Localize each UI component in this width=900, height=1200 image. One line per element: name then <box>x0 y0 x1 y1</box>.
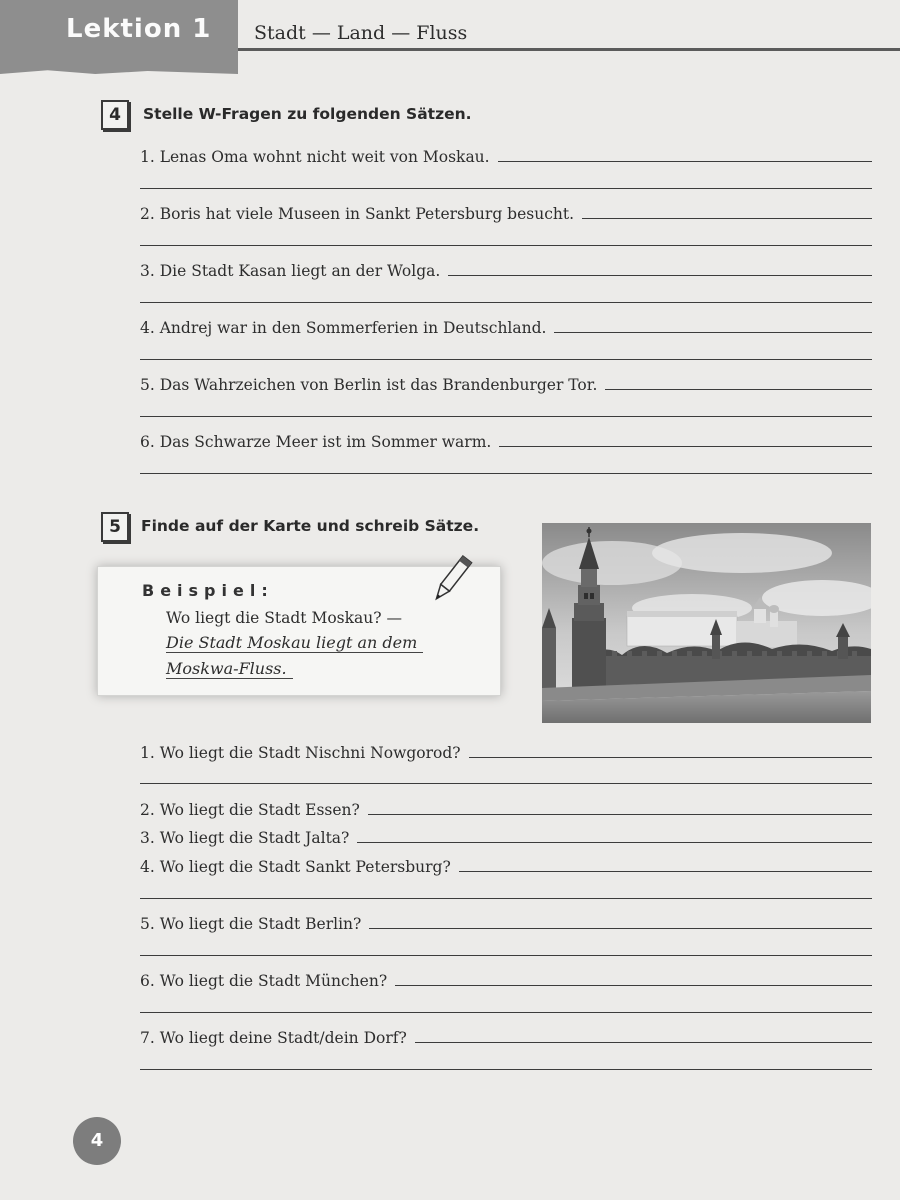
exercise-4-title: Stelle W-Fragen zu folgenden Sätzen. <box>143 105 472 123</box>
exercise-4-item <box>140 144 872 166</box>
exercise-4-item-text: 3. Die Stadt Kasan liegt an der Wolga. <box>140 262 441 280</box>
exercise-4-item-text: 2. Boris hat viele Museen in Sankt Petersburg besucht. <box>140 205 575 223</box>
exercise-4-item-text: 6. Das Schwarze Meer ist im Sommer warm. <box>140 433 492 451</box>
answer-line[interactable] <box>498 161 872 162</box>
answer-line[interactable] <box>582 218 872 219</box>
kremlin-photo <box>542 523 871 723</box>
lektion-label: Lektion 1 <box>66 14 212 44</box>
exercise-5-item-text: 3. Wo liegt die Stadt Jalta? <box>140 829 350 847</box>
example-answer-line-1: Die Stadt Moskau liegt an dem <box>166 633 423 653</box>
exercise-5-item <box>140 854 872 876</box>
exercise-4-item <box>140 372 872 394</box>
header-rule <box>238 48 900 51</box>
exercise-5-item-text: 5. Wo liegt die Stadt Berlin? <box>140 915 362 933</box>
answer-line[interactable] <box>469 757 872 758</box>
exercise-5-item-text: 7. Wo liegt deine Stadt/dein Dorf? <box>140 1029 407 1047</box>
exercise-4-item-text: 4. Andrej war in den Sommerferien in Deutschland. <box>140 319 547 337</box>
answer-line[interactable] <box>448 275 872 276</box>
exercise-5-item <box>140 825 872 847</box>
exercise-5-item <box>140 968 872 990</box>
answer-line[interactable] <box>140 416 872 417</box>
exercise-4-item <box>140 429 872 451</box>
answer-line[interactable] <box>415 1042 872 1043</box>
answer-line[interactable] <box>140 1012 872 1013</box>
answer-line[interactable] <box>368 814 872 815</box>
answer-line[interactable] <box>140 473 872 474</box>
answer-line[interactable] <box>140 898 872 899</box>
exercise-5-item <box>140 1025 872 1047</box>
exercise-5-item-text: 1. Wo liegt die Stadt Nischni Nowgorod? <box>140 744 461 762</box>
exercise-4-item <box>140 258 872 280</box>
exercise-5-item-text: 2. Wo liegt die Stadt Essen? <box>140 801 360 819</box>
answer-line[interactable] <box>140 1069 872 1070</box>
exercise-5-item-text: 6. Wo liegt die Stadt München? <box>140 972 388 990</box>
example-answer-line-2: Moskwa-Fluss. <box>166 659 293 679</box>
exercise-5-item-text: 4. Wo liegt die Stadt Sankt Petersburg? <box>140 858 451 876</box>
exercise-5-title: Finde auf der Karte und schreib Sätze. <box>141 517 480 535</box>
answer-line[interactable] <box>140 302 872 303</box>
answer-line[interactable] <box>605 389 872 390</box>
exercise-4-item-text: 5. Das Wahrzeichen von Berlin ist das Brandenburger Tor. <box>140 376 598 394</box>
answer-line[interactable] <box>357 842 872 843</box>
answer-line[interactable] <box>140 783 872 784</box>
page-title: Stadt — Land — Fluss <box>254 22 468 44</box>
answer-line[interactable] <box>459 871 872 872</box>
exercise-4-number: 4 <box>101 100 129 130</box>
page-number: 4 <box>73 1117 121 1165</box>
answer-line[interactable] <box>499 446 872 447</box>
answer-line[interactable] <box>140 188 872 189</box>
exercise-4-item-text: 1. Lenas Oma wohnt nicht weit von Moskau. <box>140 148 490 166</box>
exercise-5-item <box>140 911 872 933</box>
exercise-5-item <box>140 740 872 762</box>
answer-line[interactable] <box>140 359 872 360</box>
example-label: Beispiel: <box>142 581 274 600</box>
exercise-5-number: 5 <box>101 512 129 542</box>
exercise-5-item <box>140 797 872 819</box>
pencil-icon <box>426 552 476 610</box>
exercise-4-item <box>140 201 872 223</box>
kremlin-photo-image <box>542 523 871 723</box>
answer-line[interactable] <box>369 928 872 929</box>
answer-line[interactable] <box>140 955 872 956</box>
exercise-4-item <box>140 315 872 337</box>
example-question: Wo liegt die Stadt Moskau? — <box>166 609 402 627</box>
answer-line[interactable] <box>395 985 872 986</box>
answer-line[interactable] <box>140 245 872 246</box>
answer-line[interactable] <box>554 332 872 333</box>
